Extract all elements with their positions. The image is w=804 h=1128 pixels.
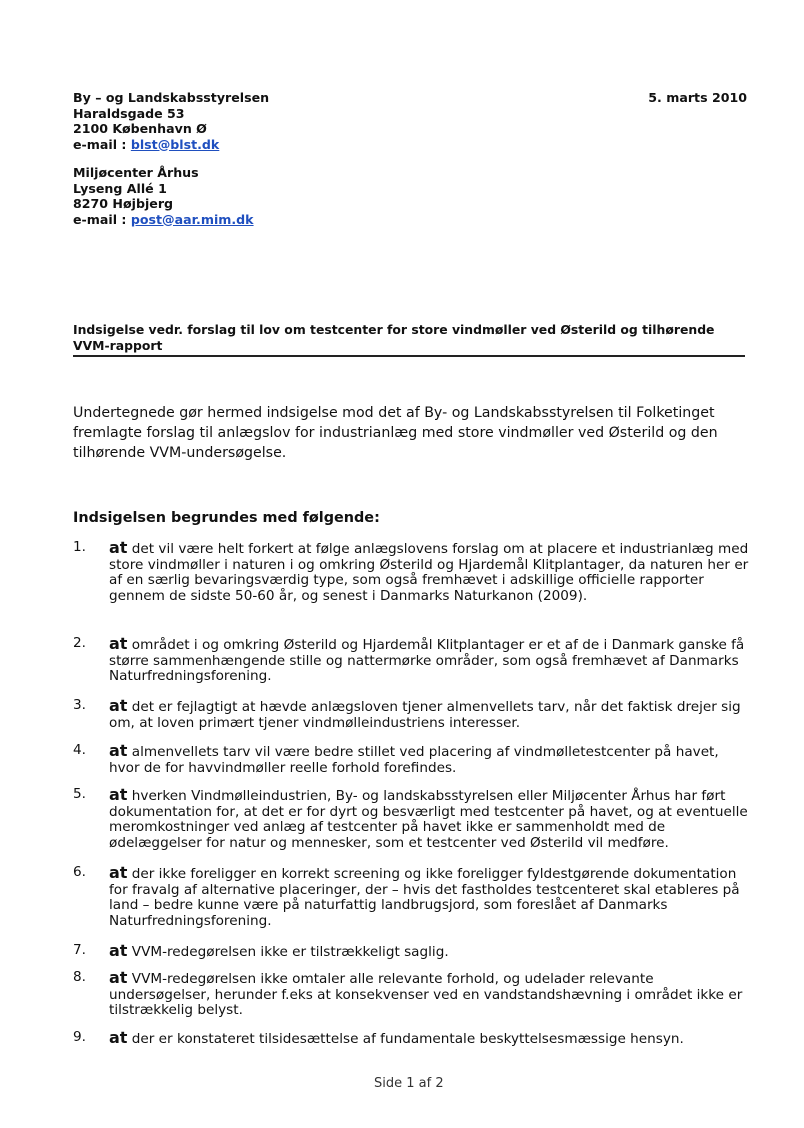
list-item-text: der er konstateret tilsidesættelse af fundamentale beskyttelsesmæssige hensyn. <box>131 1031 684 1047</box>
list-item-number: 3. <box>73 697 86 713</box>
list-item-lead: at <box>109 968 128 987</box>
subject-line <box>73 322 745 353</box>
recipient-street: Lyseng Allé 1 <box>73 180 167 196</box>
list-item-number: 9. <box>73 1029 86 1045</box>
list-item-number: 2. <box>73 635 86 651</box>
recipient-city: 8270 Højbjerg <box>73 196 174 211</box>
list-item-number: 5. <box>73 786 86 802</box>
recipient-email-label: e-mail : <box>73 211 127 227</box>
subject-divider <box>73 355 745 357</box>
list-item-lead: at <box>109 863 128 882</box>
list-item-text: almenvellets tarv vil være bedre stillet ved placering af vindmølletestcenter på havet, hvor de for havvindmøller reelle forhold forefindes. <box>109 744 719 776</box>
list-item-lead: at <box>109 634 128 653</box>
list-item-number: 7. <box>73 942 86 958</box>
recipient-email-line <box>73 212 254 228</box>
list-item-lead: at <box>109 741 128 760</box>
list-item-text: området i og omkring Østerild og Hjardemål Klitplantager er et af de i Danmark ganske få større sammenhængende stille og nattermørke områder, som også fremhævet af Danmarks Naturfredningsforening. <box>109 637 745 685</box>
section-heading: Indsigelsen begrundes med følgende: <box>73 510 380 526</box>
list-item-text: det vil være helt forkert at følge anlægslovens forslag om at placere et industrianlæg med store vindmøller i naturen i og omkring Østerild og Hjardemål Klitplantager, da naturen her er af en særlig bevaringsværdig type, som også fremhævet i adskillige officielle rapporter gennem de sidste 50-60 år, og senest i Danmarks Naturkanon (2009). <box>109 541 749 604</box>
recipient-email-link[interactable]: post@aar.mim.dk <box>130 211 254 227</box>
list-item-text: hverken Vindmølleindustrien, By- og landskabsstyrelsen eller Miljøcenter Århus har ført dokumentation for, at det er for dyrt og besværligt med testcenter på havet, og at eventuelle meromkostninger ved anlæg af testcenter på havet ikke er sammenholdt med de ødelæggelser for natur og mennesker, som et testcenter ved Østerild vil medføre. <box>109 788 748 851</box>
sender-email-label: e-mail : <box>73 136 127 152</box>
list-item <box>73 787 749 865</box>
sender-city: 2100 København Ø <box>73 121 207 136</box>
list-item <box>73 540 749 636</box>
list-item <box>73 943 749 970</box>
list-item-lead: at <box>109 941 128 960</box>
list-item <box>73 743 749 787</box>
sender-email-line <box>73 137 269 153</box>
list-item <box>73 1030 749 1054</box>
page-footer: Side 1 af 2 <box>374 1076 444 1091</box>
list-item-text: det er fejlagtigt at hævde anlægsloven tjener almenvellets tarv, når det faktisk drejer sig om, at loven primært tjener vindmølleindustriens interesser. <box>109 699 741 731</box>
list-item-text: VVM-redegørelsen ikke omtaler alle relevante forhold, og udelader relevante undersøgelser, herunder f.eks at konsekvenser ved en vandstandshævning i området ikke er tilstrækkelig belyst. <box>109 971 743 1019</box>
list-item <box>73 865 749 943</box>
sender-email-link[interactable]: blst@blst.dk <box>130 136 220 152</box>
intro-paragraph: Undertegnede gør hermed indsigelse mod det af By- og Landskabsstyrelsen til Folketinget fremlagte forslag til anlægslov for industrianlæg med store vindmøller ved Østerild og den tilhørende VVM-undersøgelse. <box>73 405 718 461</box>
list-item-text: der ikke foreligger en korrekt screening og ikke foreligger fyldestgørende dokumentation for fravalg af alternative placeringer, der – hvis det fastholdes testcenteret skal etableres på land – bedre kunne være på naturfattig landbrugsjord, som foreslået af Danmarks Naturfredningsforening. <box>109 866 740 929</box>
objection-list <box>73 540 749 1054</box>
list-item <box>73 636 749 698</box>
list-item-number: 1. <box>73 539 86 555</box>
sender-address <box>73 90 269 152</box>
list-item-lead: at <box>109 1028 128 1047</box>
sender-name: By – og Landskabsstyrelsen <box>73 90 270 105</box>
list-item-number: 6. <box>73 864 86 880</box>
recipient-address <box>73 165 254 227</box>
list-item-lead: at <box>109 538 128 557</box>
subject-line-1: Indsigelse vedr. forslag til lov om testcenter for store vindmøller ved Østerild og tilhørende <box>73 322 715 337</box>
list-item-text: VVM-redegørelsen ikke er tilstrækkeligt saglig. <box>131 944 449 960</box>
sender-street: Haraldsgade 53 <box>73 105 185 121</box>
list-item-lead: at <box>109 696 128 715</box>
list-item-number: 4. <box>73 742 86 758</box>
list-item-lead: at <box>109 785 128 804</box>
list-item <box>73 970 749 1030</box>
recipient-name: Miljøcenter Århus <box>73 165 199 180</box>
list-item-number: 8. <box>73 969 86 985</box>
subject-line-2: VVM-rapport <box>73 337 163 353</box>
letter-date: 5. marts 2010 <box>648 90 747 105</box>
list-item <box>73 698 749 743</box>
